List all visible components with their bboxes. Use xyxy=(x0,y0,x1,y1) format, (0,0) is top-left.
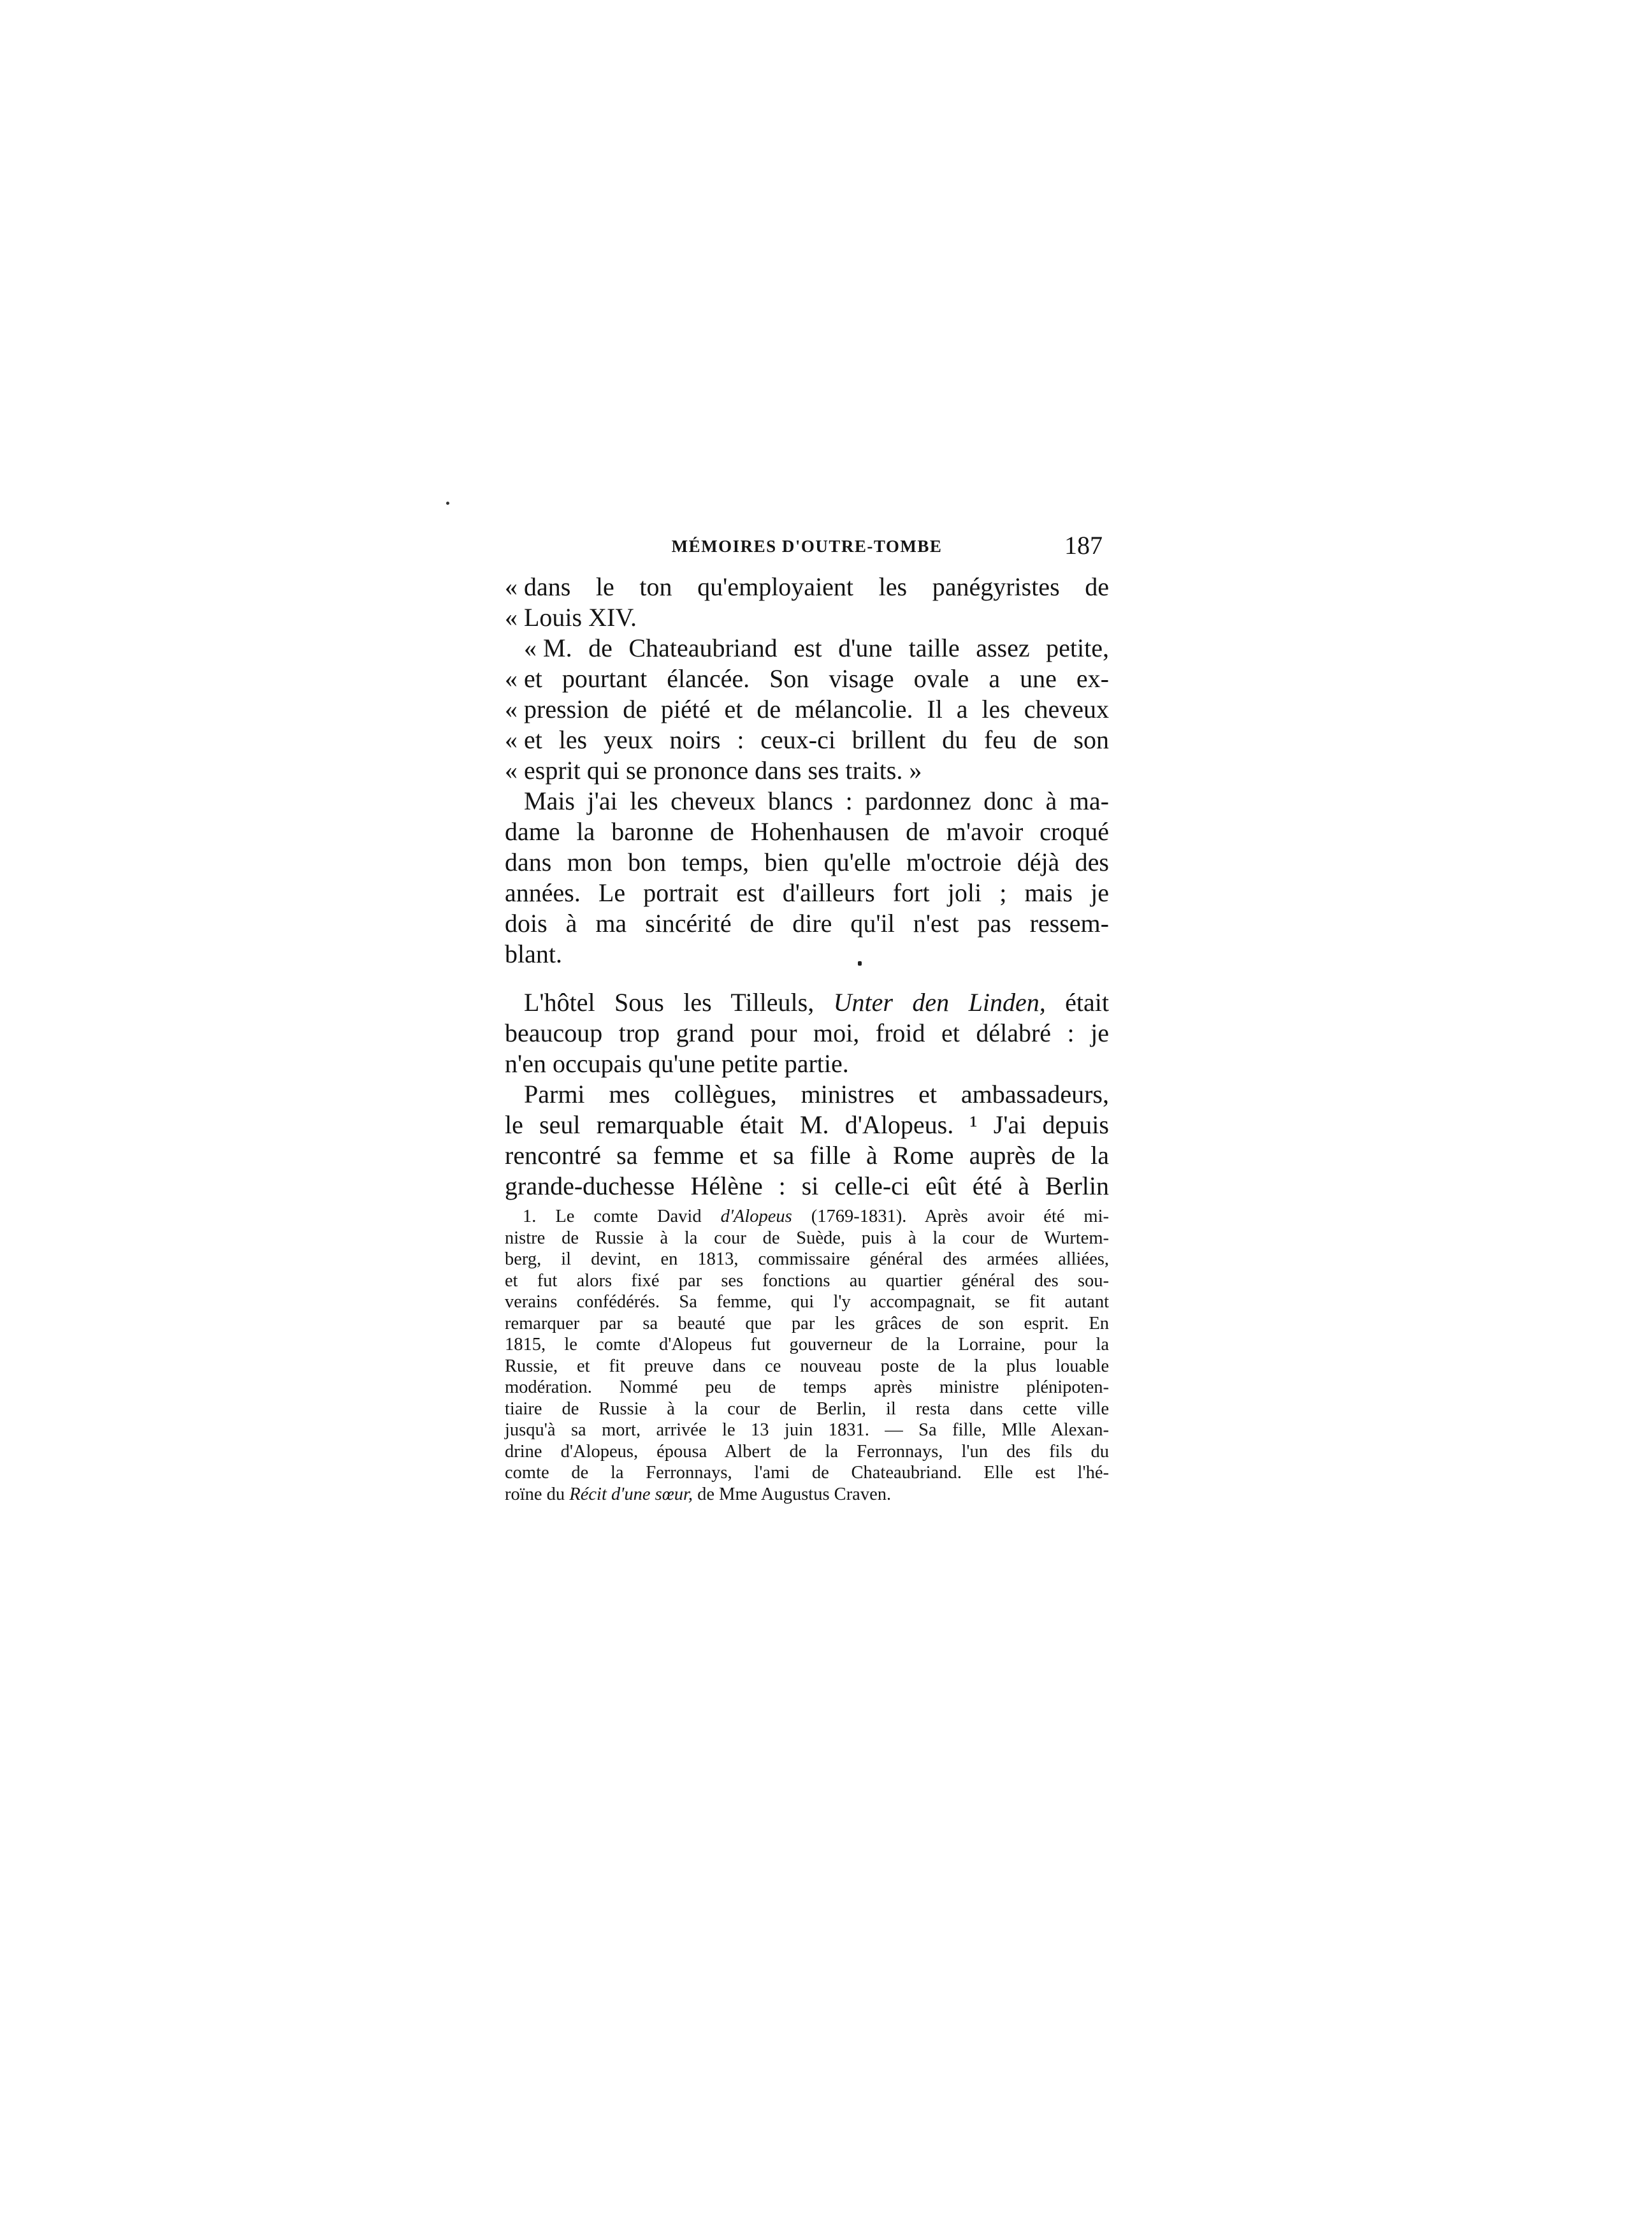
footnote-line: 1. Le comte David d'Alopeus (1769-1831). Après avoir été mi- xyxy=(523,1207,1110,1226)
footnote xyxy=(505,1206,1109,1505)
footnote-line: berg, il devint, en 1813, commissaire général des armées alliées, xyxy=(505,1249,1109,1269)
footnote-line: tiaire de Russie à la cour de Berlin, il resta dans cette ville xyxy=(505,1398,1109,1419)
text-line: Mais j'ai les cheveux blancs : pardonnez donc à ma- xyxy=(524,787,1109,815)
footnote-line: Russie, et fit preuve dans ce nouveau poste de la plus louable xyxy=(505,1356,1109,1376)
text-line: « pression de piété et de mélancolie. Il a les cheveux xyxy=(505,695,1109,723)
footnote-line: et fut alors fixé par ses fonctions au quartier général des sou- xyxy=(505,1270,1109,1291)
text-line: années. Le portrait est d'ailleurs fort joli ; mais je xyxy=(505,878,1109,907)
footnote-line: modération. Nommé peu de temps après ministre plénipoten- xyxy=(505,1377,1109,1397)
text-line: « M. de Chateaubriand est d'une taille assez petite, xyxy=(524,634,1109,662)
text-line: blant. xyxy=(505,940,562,968)
text-line: « et pourtant élancée. Son visage ovale a une ex- xyxy=(505,664,1109,693)
paper-speck xyxy=(446,502,449,505)
text-line: dans mon bon temps, bien qu'elle m'octroie déjà des xyxy=(505,848,1109,876)
footnote-line: verains confédérés. Sa femme, qui l'y accompagnait, se fit autant xyxy=(505,1292,1109,1312)
paragraph-portrait xyxy=(505,786,1109,969)
text-line: le seul remarquable était M. d'Alopeus. ¹ J'ai depuis xyxy=(505,1110,1109,1139)
footnote-line: jusqu'à sa mort, arrivée le 13 juin 1831. — Sa fille, Mlle Alexan- xyxy=(505,1420,1109,1440)
footnote-line: 1815, le comte d'Alopeus fut gouverneur de la Lorraine, pour la xyxy=(505,1335,1109,1354)
running-title: MÉMOIRES D'OUTRE-TOMBE xyxy=(671,537,943,556)
footnote-line: roïne du Récit d'une sœur, de Mme Augustus Craven. xyxy=(505,1484,892,1504)
text-line: rencontré sa femme et sa fille à Rome auprès de la xyxy=(505,1141,1109,1170)
text-line: n'en occupais qu'une petite partie. xyxy=(505,1049,849,1078)
footnote-line: comte de la Ferronnays, l'ami de Chateaubriand. Elle est l'hé- xyxy=(505,1463,1109,1483)
page-header xyxy=(505,530,1109,569)
text-line: grande-duchesse Hélène : si celle-ci eût été à Berlin xyxy=(505,1172,1109,1200)
text-line: dame la baronne de Hohenhausen de m'avoir croqué xyxy=(505,817,1109,846)
text-line: beaucoup trop grand pour moi, froid et délabré : je xyxy=(505,1019,1109,1047)
paragraph-colleagues xyxy=(505,1079,1109,1201)
text-line: Parmi mes collègues, ministres et ambassadeurs, xyxy=(524,1080,1109,1108)
text-line: « Louis XIV. xyxy=(505,603,637,632)
quoted-passage xyxy=(505,572,1109,786)
text-line: « dans le ton qu'employaient les panégyristes de xyxy=(505,572,1109,601)
paragraph-hotel xyxy=(505,987,1109,1079)
text-line: « esprit qui se prononce dans ses traits. » xyxy=(505,756,922,785)
footnote-line: remarquer par sa beauté que par les grâces de son esprit. En xyxy=(505,1313,1109,1333)
text-line: L'hôtel Sous les Tilleuls, Unter den Linden, était xyxy=(524,988,1110,1017)
footnote-line: nistre de Russie à la cour de Suède, puis à la cour de Wurtem- xyxy=(505,1228,1109,1248)
text-line: « et les yeux noirs : ceux-ci brillent du feu de son xyxy=(505,725,1109,754)
text-line: dois à ma sincérité de dire qu'il n'est pas ressem- xyxy=(505,909,1109,938)
page-number: 187 xyxy=(1064,531,1103,560)
footnote-line: drine d'Alopeus, épousa Albert de la Ferronnays, l'un des fils du xyxy=(505,1441,1109,1462)
